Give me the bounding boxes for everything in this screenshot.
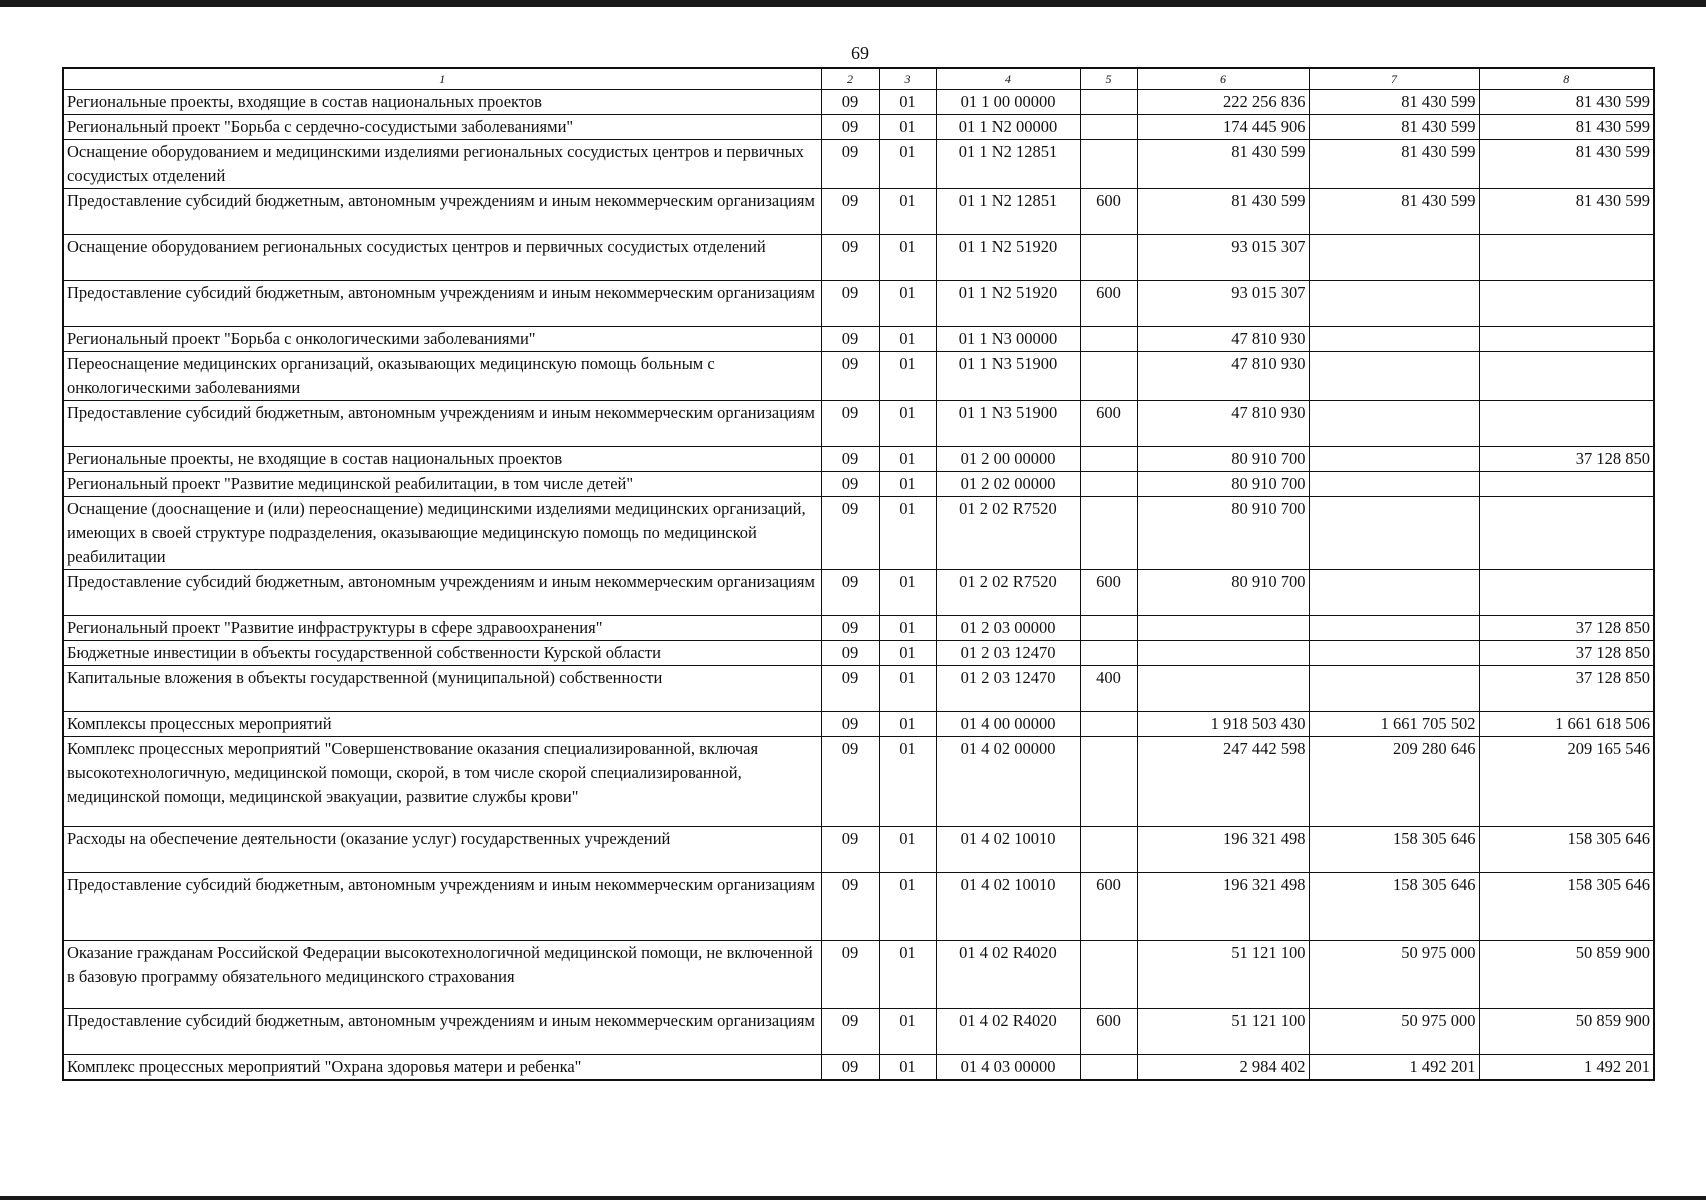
target-article-code-cell: 01 1 00 00000 bbox=[936, 90, 1080, 115]
expense-type-code-cell bbox=[1080, 140, 1137, 189]
amount-cell: 1 661 618 506 bbox=[1479, 712, 1654, 737]
subsection-code-cell: 01 bbox=[879, 941, 936, 1009]
target-article-code-cell: 01 2 03 12470 bbox=[936, 641, 1080, 666]
row-name-cell: Предоставление субсидий бюджетным, автономным учреждениям и иным некоммерческим организациям bbox=[63, 1009, 821, 1055]
amount-cell: 81 430 599 bbox=[1479, 115, 1654, 140]
expense-type-code-cell bbox=[1080, 737, 1137, 827]
amount-cell bbox=[1309, 327, 1479, 352]
target-article-code-cell: 01 4 02 10010 bbox=[936, 827, 1080, 873]
expense-type-code-cell bbox=[1080, 115, 1137, 140]
table-row bbox=[63, 189, 1654, 235]
amount-cell: 209 280 646 bbox=[1309, 737, 1479, 827]
column-header: 1 bbox=[63, 68, 821, 90]
target-article-code-cell: 01 1 N2 00000 bbox=[936, 115, 1080, 140]
subsection-code-cell: 01 bbox=[879, 873, 936, 941]
row-name-cell: Оснащение (дооснащение и (или) переоснащение) медицинскими изделиями медицинских организаций, имеющих в своей структуре подразделения, оказывающие медицинскую помощь по медицинской реабилитации bbox=[63, 497, 821, 570]
amount-cell: 1 918 503 430 bbox=[1137, 712, 1309, 737]
row-name-cell: Предоставление субсидий бюджетным, автономным учреждениям и иным некоммерческим организациям bbox=[63, 401, 821, 447]
amount-cell bbox=[1137, 616, 1309, 641]
amount-cell: 81 430 599 bbox=[1309, 90, 1479, 115]
expense-type-code-cell: 600 bbox=[1080, 570, 1137, 616]
row-name-cell: Комплексы процессных мероприятий bbox=[63, 712, 821, 737]
expense-type-code-cell: 600 bbox=[1080, 873, 1137, 941]
subsection-code-cell: 01 bbox=[879, 140, 936, 189]
row-name-cell: Оснащение оборудованием региональных сосудистых центров и первичных сосудистых отделений bbox=[63, 235, 821, 281]
expense-type-code-cell bbox=[1080, 472, 1137, 497]
subsection-code-cell: 01 bbox=[879, 189, 936, 235]
section-code-cell: 09 bbox=[821, 570, 879, 616]
amount-cell: 158 305 646 bbox=[1309, 827, 1479, 873]
column-header: 7 bbox=[1309, 68, 1479, 90]
section-code-cell: 09 bbox=[821, 712, 879, 737]
expense-type-code-cell: 400 bbox=[1080, 666, 1137, 712]
table-row bbox=[63, 90, 1654, 115]
row-name-cell: Региональный проект "Борьба с онкологическими заболеваниями" bbox=[63, 327, 821, 352]
amount-cell: 247 442 598 bbox=[1137, 737, 1309, 827]
subsection-code-cell: 01 bbox=[879, 712, 936, 737]
amount-cell: 81 430 599 bbox=[1137, 140, 1309, 189]
amount-cell bbox=[1479, 497, 1654, 570]
amount-cell: 196 321 498 bbox=[1137, 873, 1309, 941]
target-article-code-cell: 01 4 02 R4020 bbox=[936, 941, 1080, 1009]
row-name-cell: Комплекс процессных мероприятий "Совершенствование оказания специализированной, включая высокотехнологичную, медицинской помощи, скорой, в том числе скорой специализированной, медицинской помощи, медицинской эвакуации, развитие службы крови" bbox=[63, 737, 821, 827]
amount-cell bbox=[1479, 235, 1654, 281]
row-name-cell: Расходы на обеспечение деятельности (оказание услуг) государственных учреждений bbox=[63, 827, 821, 873]
expense-type-code-cell bbox=[1080, 827, 1137, 873]
expense-type-code-cell bbox=[1080, 616, 1137, 641]
section-code-cell: 09 bbox=[821, 189, 879, 235]
table-row bbox=[63, 641, 1654, 666]
amount-cell bbox=[1309, 666, 1479, 712]
amount-cell: 174 445 906 bbox=[1137, 115, 1309, 140]
amount-cell: 93 015 307 bbox=[1137, 281, 1309, 327]
section-code-cell: 09 bbox=[821, 327, 879, 352]
amount-cell: 80 910 700 bbox=[1137, 497, 1309, 570]
section-code-cell: 09 bbox=[821, 941, 879, 1009]
column-header: 4 bbox=[936, 68, 1080, 90]
section-code-cell: 09 bbox=[821, 873, 879, 941]
amount-cell bbox=[1137, 641, 1309, 666]
section-code-cell: 09 bbox=[821, 666, 879, 712]
target-article-code-cell: 01 1 N2 51920 bbox=[936, 281, 1080, 327]
amount-cell: 81 430 599 bbox=[1479, 90, 1654, 115]
column-header: 8 bbox=[1479, 68, 1654, 90]
target-article-code-cell: 01 1 N3 51900 bbox=[936, 401, 1080, 447]
amount-cell: 51 121 100 bbox=[1137, 941, 1309, 1009]
amount-cell: 50 975 000 bbox=[1309, 941, 1479, 1009]
amount-cell bbox=[1309, 497, 1479, 570]
expense-type-code-cell bbox=[1080, 352, 1137, 401]
amount-cell: 81 430 599 bbox=[1479, 140, 1654, 189]
section-code-cell: 09 bbox=[821, 281, 879, 327]
target-article-code-cell: 01 1 N3 00000 bbox=[936, 327, 1080, 352]
row-name-cell: Предоставление субсидий бюджетным, автономным учреждениям и иным некоммерческим организациям bbox=[63, 281, 821, 327]
section-code-cell: 09 bbox=[821, 90, 879, 115]
table-row bbox=[63, 1055, 1654, 1081]
amount-cell bbox=[1309, 641, 1479, 666]
budget-table bbox=[62, 67, 1655, 1081]
amount-cell: 158 305 646 bbox=[1309, 873, 1479, 941]
amount-cell bbox=[1309, 281, 1479, 327]
amount-cell: 50 859 900 bbox=[1479, 941, 1654, 1009]
column-header: 2 bbox=[821, 68, 879, 90]
subsection-code-cell: 01 bbox=[879, 90, 936, 115]
section-code-cell: 09 bbox=[821, 235, 879, 281]
target-article-code-cell: 01 1 N2 12851 bbox=[936, 140, 1080, 189]
section-code-cell: 09 bbox=[821, 737, 879, 827]
target-article-code-cell: 01 2 00 00000 bbox=[936, 447, 1080, 472]
target-article-code-cell: 01 4 02 00000 bbox=[936, 737, 1080, 827]
expense-type-code-cell: 600 bbox=[1080, 401, 1137, 447]
amount-cell: 37 128 850 bbox=[1479, 616, 1654, 641]
section-code-cell: 09 bbox=[821, 497, 879, 570]
amount-cell bbox=[1137, 666, 1309, 712]
row-name-cell: Переоснащение медицинских организаций, оказывающих медицинскую помощь больным с онкологическими заболеваниями bbox=[63, 352, 821, 401]
subsection-code-cell: 01 bbox=[879, 472, 936, 497]
amount-cell: 47 810 930 bbox=[1137, 327, 1309, 352]
target-article-code-cell: 01 2 03 00000 bbox=[936, 616, 1080, 641]
expense-type-code-cell bbox=[1080, 941, 1137, 1009]
expense-type-code-cell: 600 bbox=[1080, 189, 1137, 235]
scan-border-top bbox=[0, 0, 1706, 7]
target-article-code-cell: 01 2 03 12470 bbox=[936, 666, 1080, 712]
subsection-code-cell: 01 bbox=[879, 827, 936, 873]
expense-type-code-cell: 600 bbox=[1080, 281, 1137, 327]
row-name-cell: Оснащение оборудованием и медицинскими изделиями региональных сосудистых центров и первичных сосудистых отделений bbox=[63, 140, 821, 189]
amount-cell bbox=[1309, 401, 1479, 447]
target-article-code-cell: 01 4 02 R4020 bbox=[936, 1009, 1080, 1055]
amount-cell bbox=[1479, 472, 1654, 497]
row-name-cell: Региональный проект "Развитие инфраструктуры в сфере здравоохранения" bbox=[63, 616, 821, 641]
table-row bbox=[63, 941, 1654, 1009]
target-article-code-cell: 01 4 00 00000 bbox=[936, 712, 1080, 737]
table-row bbox=[63, 447, 1654, 472]
subsection-code-cell: 01 bbox=[879, 737, 936, 827]
expense-type-code-cell: 600 bbox=[1080, 1009, 1137, 1055]
row-name-cell: Предоставление субсидий бюджетным, автономным учреждениям и иным некоммерческим организациям bbox=[63, 189, 821, 235]
row-name-cell: Региональные проекты, входящие в состав национальных проектов bbox=[63, 90, 821, 115]
table-row bbox=[63, 235, 1654, 281]
table-row bbox=[63, 827, 1654, 873]
expense-type-code-cell bbox=[1080, 327, 1137, 352]
table-row bbox=[63, 737, 1654, 827]
expense-type-code-cell bbox=[1080, 235, 1137, 281]
subsection-code-cell: 01 bbox=[879, 570, 936, 616]
amount-cell: 1 661 705 502 bbox=[1309, 712, 1479, 737]
table-row bbox=[63, 327, 1654, 352]
scan-border-bottom bbox=[0, 1196, 1706, 1200]
subsection-code-cell: 01 bbox=[879, 666, 936, 712]
subsection-code-cell: 01 bbox=[879, 447, 936, 472]
column-header: 6 bbox=[1137, 68, 1309, 90]
table-row bbox=[63, 712, 1654, 737]
section-code-cell: 09 bbox=[821, 401, 879, 447]
subsection-code-cell: 01 bbox=[879, 497, 936, 570]
table-row bbox=[63, 1009, 1654, 1055]
expense-type-code-cell bbox=[1080, 712, 1137, 737]
target-article-code-cell: 01 2 02 R7520 bbox=[936, 497, 1080, 570]
subsection-code-cell: 01 bbox=[879, 1055, 936, 1081]
table-row bbox=[63, 115, 1654, 140]
section-code-cell: 09 bbox=[821, 616, 879, 641]
amount-cell: 2 984 402 bbox=[1137, 1055, 1309, 1081]
target-article-code-cell: 01 1 N2 12851 bbox=[936, 189, 1080, 235]
subsection-code-cell: 01 bbox=[879, 115, 936, 140]
amount-cell: 196 321 498 bbox=[1137, 827, 1309, 873]
subsection-code-cell: 01 bbox=[879, 641, 936, 666]
table-row bbox=[63, 352, 1654, 401]
subsection-code-cell: 01 bbox=[879, 327, 936, 352]
section-code-cell: 09 bbox=[821, 1055, 879, 1081]
section-code-cell: 09 bbox=[821, 140, 879, 189]
subsection-code-cell: 01 bbox=[879, 401, 936, 447]
amount-cell: 1 492 201 bbox=[1309, 1055, 1479, 1081]
amount-cell: 158 305 646 bbox=[1479, 827, 1654, 873]
table-row bbox=[63, 666, 1654, 712]
table-row bbox=[63, 497, 1654, 570]
table-row bbox=[63, 281, 1654, 327]
row-name-cell: Оказание гражданам Российской Федерации высокотехнологичной медицинской помощи, не включенной в базовую программу обязательного медицинского страхования bbox=[63, 941, 821, 1009]
section-code-cell: 09 bbox=[821, 827, 879, 873]
expense-type-code-cell bbox=[1080, 497, 1137, 570]
section-code-cell: 09 bbox=[821, 447, 879, 472]
amount-cell bbox=[1479, 352, 1654, 401]
amount-cell bbox=[1309, 472, 1479, 497]
amount-cell bbox=[1309, 235, 1479, 281]
table-row bbox=[63, 140, 1654, 189]
row-name-cell: Региональный проект "Борьба с сердечно-сосудистыми заболеваниями" bbox=[63, 115, 821, 140]
amount-cell: 47 810 930 bbox=[1137, 401, 1309, 447]
section-code-cell: 09 bbox=[821, 352, 879, 401]
row-name-cell: Бюджетные инвестиции в объекты государственной собственности Курской области bbox=[63, 641, 821, 666]
column-number-header-row bbox=[63, 68, 1654, 90]
amount-cell: 222 256 836 bbox=[1137, 90, 1309, 115]
table-row bbox=[63, 616, 1654, 641]
row-name-cell: Региональный проект "Развитие медицинской реабилитации, в том числе детей" bbox=[63, 472, 821, 497]
amount-cell: 81 430 599 bbox=[1309, 115, 1479, 140]
section-code-cell: 09 bbox=[821, 641, 879, 666]
amount-cell bbox=[1479, 281, 1654, 327]
subsection-code-cell: 01 bbox=[879, 616, 936, 641]
amount-cell: 80 910 700 bbox=[1137, 570, 1309, 616]
column-header: 5 bbox=[1080, 68, 1137, 90]
row-name-cell: Предоставление субсидий бюджетным, автономным учреждениям и иным некоммерческим организациям bbox=[63, 873, 821, 941]
expense-type-code-cell bbox=[1080, 1055, 1137, 1081]
subsection-code-cell: 01 bbox=[879, 235, 936, 281]
amount-cell: 80 910 700 bbox=[1137, 447, 1309, 472]
subsection-code-cell: 01 bbox=[879, 352, 936, 401]
target-article-code-cell: 01 1 N3 51900 bbox=[936, 352, 1080, 401]
amount-cell: 50 975 000 bbox=[1309, 1009, 1479, 1055]
amount-cell bbox=[1479, 570, 1654, 616]
subsection-code-cell: 01 bbox=[879, 1009, 936, 1055]
amount-cell: 81 430 599 bbox=[1479, 189, 1654, 235]
target-article-code-cell: 01 4 02 10010 bbox=[936, 873, 1080, 941]
amount-cell: 1 492 201 bbox=[1479, 1055, 1654, 1081]
amount-cell: 80 910 700 bbox=[1137, 472, 1309, 497]
row-name-cell: Предоставление субсидий бюджетным, автономным учреждениям и иным некоммерческим организациям bbox=[63, 570, 821, 616]
amount-cell: 81 430 599 bbox=[1309, 140, 1479, 189]
table-row bbox=[63, 570, 1654, 616]
row-name-cell: Капитальные вложения в объекты государственной (муниципальной) собственности bbox=[63, 666, 821, 712]
amount-cell bbox=[1309, 570, 1479, 616]
target-article-code-cell: 01 1 N2 51920 bbox=[936, 235, 1080, 281]
row-name-cell: Комплекс процессных мероприятий "Охрана здоровья матери и ребенка" bbox=[63, 1055, 821, 1081]
target-article-code-cell: 01 4 03 00000 bbox=[936, 1055, 1080, 1081]
target-article-code-cell: 01 2 02 R7520 bbox=[936, 570, 1080, 616]
page-number: 69 bbox=[851, 43, 869, 63]
column-header: 3 bbox=[879, 68, 936, 90]
amount-cell: 81 430 599 bbox=[1309, 189, 1479, 235]
amount-cell: 47 810 930 bbox=[1137, 352, 1309, 401]
amount-cell bbox=[1479, 401, 1654, 447]
expense-type-code-cell bbox=[1080, 641, 1137, 666]
table-row bbox=[63, 472, 1654, 497]
table-row bbox=[63, 401, 1654, 447]
expense-type-code-cell bbox=[1080, 90, 1137, 115]
section-code-cell: 09 bbox=[821, 115, 879, 140]
amount-cell bbox=[1309, 616, 1479, 641]
amount-cell: 50 859 900 bbox=[1479, 1009, 1654, 1055]
amount-cell: 37 128 850 bbox=[1479, 447, 1654, 472]
target-article-code-cell: 01 2 02 00000 bbox=[936, 472, 1080, 497]
subsection-code-cell: 01 bbox=[879, 281, 936, 327]
row-name-cell: Региональные проекты, не входящие в состав национальных проектов bbox=[63, 447, 821, 472]
amount-cell: 209 165 546 bbox=[1479, 737, 1654, 827]
amount-cell: 158 305 646 bbox=[1479, 873, 1654, 941]
table-row bbox=[63, 873, 1654, 941]
amount-cell bbox=[1479, 327, 1654, 352]
section-code-cell: 09 bbox=[821, 1009, 879, 1055]
amount-cell: 51 121 100 bbox=[1137, 1009, 1309, 1055]
amount-cell bbox=[1309, 352, 1479, 401]
amount-cell: 37 128 850 bbox=[1479, 666, 1654, 712]
amount-cell: 93 015 307 bbox=[1137, 235, 1309, 281]
amount-cell: 81 430 599 bbox=[1137, 189, 1309, 235]
amount-cell bbox=[1309, 447, 1479, 472]
section-code-cell: 09 bbox=[821, 472, 879, 497]
amount-cell: 37 128 850 bbox=[1479, 641, 1654, 666]
expense-type-code-cell bbox=[1080, 447, 1137, 472]
